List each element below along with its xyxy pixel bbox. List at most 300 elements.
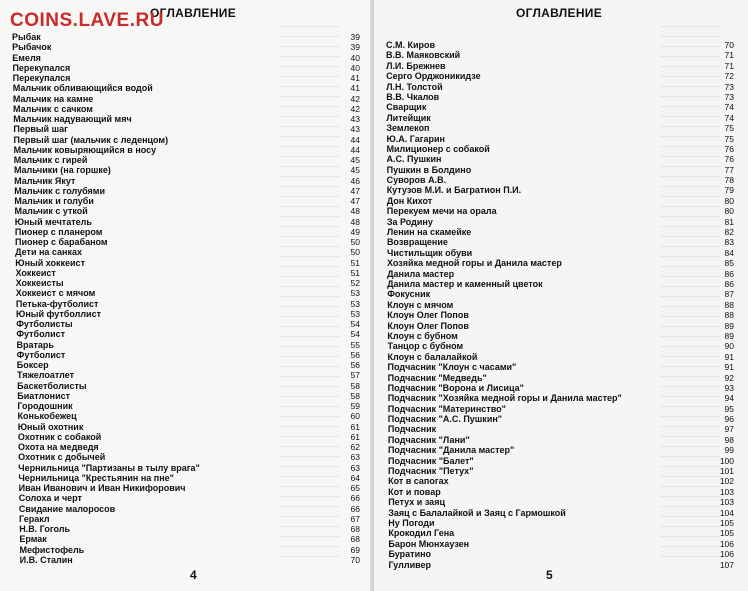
toc-entry [12,555,362,565]
toc-entry-page: 50 [350,237,360,247]
toc-entry-page: 41 [350,73,360,83]
toc-entry [386,248,738,258]
toc-entry [386,258,738,268]
toc-entry [386,300,738,310]
toc-entry-page: 76 [724,154,734,165]
toc-entry-page: 48 [350,216,360,227]
toc-entry [12,237,362,247]
toc-entry-page: 73 [724,91,734,102]
toc-entry-title: Иван Иванович и Иван Никифорович [18,483,186,493]
toc-entry-page: 68 [350,534,360,545]
toc-entry-page: 42 [350,103,360,114]
page-number: 5 [546,568,553,582]
toc-entry-page: 44 [350,144,360,155]
toc-entry-title: Перекупался [12,62,71,73]
toc-entry-title: Юный футболлист [16,308,101,319]
toc-entry-title: Дети на санках [15,247,83,258]
toc-entry-title: Солоха и черт [18,493,82,504]
toc-entry-title: Мальчик с уткой [14,206,88,217]
toc-entry-title: Вратарь [16,339,54,350]
toc-entry-title: Чернильница "Партизаны в тылу врага" [18,462,200,473]
toc-entry-page: 83 [724,237,734,248]
toc-entry-title: Ермак [19,534,47,545]
toc-entry [12,114,362,124]
toc-entry [12,370,362,380]
toc-entry-page: 96 [724,414,734,425]
toc-entry-page: 44 [350,134,360,145]
toc-entry-page: 71 [724,60,734,71]
toc-entry [386,279,738,289]
toc-entry [386,497,738,507]
toc-entry-title: Подчасник "Петух" [388,466,474,477]
toc-entry-page: 85 [724,258,734,269]
toc-entry-page: 63 [350,452,360,463]
toc-entry-title: Мальчик Якут [14,175,76,186]
toc-entry [12,227,362,237]
toc-entry [386,414,738,424]
toc-entry-page: 66 [350,503,360,514]
toc-entry [386,373,738,383]
toc-entry-page: 93 [724,382,734,393]
toc-entry [12,258,362,268]
toc-entry [12,94,362,104]
toc-entry-page: 56 [350,349,360,360]
toc-entry [386,518,738,528]
toc-entry [386,289,738,299]
toc-entry [386,227,738,237]
toc-entry-page: 69 [350,544,360,555]
toc-entry [386,528,738,538]
toc-entry-page: 88 [724,299,734,310]
toc-entry-page: 54 [350,329,360,340]
toc-entry-title: Конькобежец [17,411,77,422]
toc-entry-page: 58 [350,380,360,391]
toc-entry-title: Кот в сапогах [388,476,449,487]
toc-entry [12,340,362,350]
toc-entry [12,268,362,278]
toc-entry-page: 54 [350,319,360,329]
toc-entry-title: Серго Орджоникидзе [386,71,481,82]
toc-entry-title: Ну Погоди [388,517,435,528]
page-heading: ОГЛАВЛЕНИЕ [150,6,237,20]
toc-entry-title: Мальчик с гирей [13,155,88,165]
toc-entry-title: Перекуем мечи на орала [386,206,497,217]
toc-entry [386,424,738,434]
toc-entry [386,71,738,81]
toc-entry-page: 51 [350,257,360,268]
toc-entry [386,196,738,206]
toc-entry [12,32,362,42]
toc-entry [386,206,738,216]
toc-entry-page: 61 [350,431,360,442]
toc-entry [386,487,738,497]
toc-entry-title: Подчасник "Клоун с часами" [387,362,517,373]
toc-entry-title: Хоккеист с мячом [15,288,96,299]
toc-entry [386,82,738,92]
toc-entry-title: Подчасник "Ворона и Лисица" [387,382,524,393]
toc-entry-page: 91 [724,362,734,373]
toc-entry [386,165,738,175]
toc-entry-title: Чистильщик обуви [387,247,473,258]
toc-entry-title: Петух и заяц [388,497,445,508]
toc-entry-page: 71 [724,50,734,61]
toc-entry-page: 88 [724,310,734,321]
toc-entry [12,493,362,503]
toc-entry-title: Данила мастер и каменный цветок [387,278,543,289]
toc-entry [386,383,738,393]
toc-entry-title: Данила мастер [387,268,455,279]
toc-entry-title: Юный мечтатель [14,216,92,227]
toc-entry-page: 86 [724,268,734,279]
toc-entry [12,247,362,257]
toc-entry-title: Емеля [12,52,41,63]
toc-entry-page: 74 [724,112,734,123]
toc-entry-page: 57 [350,370,360,381]
toc-entry-title: Геракл [19,513,50,524]
toc-entry-page: 84 [724,247,734,258]
toc-entry [386,341,738,351]
toc-entry-title: Футболист [16,349,66,360]
toc-entry [386,508,738,518]
toc-entry [12,206,362,216]
toc-entry-page: 67 [350,513,360,524]
toc-entry [12,319,362,329]
toc-entry-title: Клоун Олег Попов [387,310,469,321]
toc-entry-page: 42 [350,93,360,104]
toc-entry-page: 107 [719,559,734,570]
toc-entry-page: 103 [719,486,734,497]
toc-entry [386,144,738,154]
toc-entry-title: Пушкин в Болдино [386,164,472,175]
toc-entry-page: 47 [350,196,360,206]
toc-entry [386,549,738,559]
toc-entry [12,176,362,186]
toc-entry [386,321,738,331]
toc-entry-title: Танцор с бубном [387,341,464,352]
toc-entry [386,539,738,549]
toc-entry-page: 80 [724,195,734,206]
toc-entry-title: Заяц с Балалайкой и Заяц с Гармошкой [388,507,566,518]
toc-entry-page: 98 [724,434,734,445]
toc-entry-page: 64 [350,472,360,483]
toc-entry [12,309,362,319]
toc-entry [12,432,362,442]
toc-entry-title: Мальчик обливающийся водой [12,83,153,94]
toc-entry [386,92,738,102]
toc-entry-page: 86 [724,278,734,289]
toc-entry-title: Рыбачок [12,42,52,53]
toc-entry-page: 49 [350,226,360,237]
toc-entry-page: 81 [724,216,734,227]
toc-entry-title: Юный охотник [17,421,84,432]
toc-entry-title: Мальчик с сачком [13,103,93,114]
toc-entry-page: 46 [350,175,360,186]
toc-entry [12,463,362,473]
toc-entry-page: 53 [350,288,360,299]
toc-entry-title: Чернильница "Крестьянин на пне" [18,472,174,483]
toc-entry-page: 80 [724,206,734,217]
toc-entry [12,350,362,360]
table-of-contents-list [12,32,362,565]
toc-entry-page: 43 [350,124,360,135]
toc-entry [12,186,362,196]
toc-entry [386,393,738,403]
toc-entry-page: 102 [719,476,734,487]
toc-entry [12,329,362,339]
toc-entry-title: Кутузов М.И. и Багратион П.И. [386,185,522,196]
toc-entry-page: 97 [724,424,734,435]
toc-entry-page: 89 [724,330,734,341]
toc-entry-page: 79 [724,185,734,196]
toc-entry [386,50,738,60]
toc-entry-page: 87 [724,289,734,300]
right-page [374,0,748,591]
toc-entry-page: 63 [350,462,360,473]
toc-entry-title: Петька-футболист [15,298,99,309]
toc-entry [12,145,362,155]
toc-entry [386,102,738,112]
toc-entry-page: 61 [350,421,360,432]
toc-entry-title: Тяжелоатлет [16,370,75,381]
toc-entry [12,473,362,483]
toc-entry [12,42,362,52]
toc-entry-title: Подчасник "Балет" [388,455,474,466]
toc-entry-page: 104 [719,507,734,518]
toc-entry-page: 60 [350,411,360,422]
toc-entry-title: Свидание малоросов [18,503,116,514]
toc-entry [386,237,738,247]
toc-entry-title: В.В. Чкалов [386,91,440,102]
toc-entry-title: Клоун с мячом [387,299,454,310]
toc-entry [386,331,738,341]
toc-entry-title: Фокусник [387,289,431,300]
toc-entry [386,134,738,144]
toc-entry-title: Городошник [17,401,73,411]
toc-entry-page: 53 [350,298,360,309]
toc-entry-title: Милиционер с собакой [386,143,490,154]
toc-entry [386,113,738,123]
toc-entry-page: 75 [724,133,734,144]
toc-entry-page: 94 [724,393,734,404]
toc-entry [386,40,738,50]
toc-entry [386,352,738,362]
toc-entry-title: Подчасник "Материнство" [387,403,506,414]
toc-entry [386,560,738,570]
toc-entry [12,299,362,309]
toc-entry [12,401,362,411]
toc-entry-page: 75 [724,123,734,134]
toc-entry-page: 68 [350,524,360,534]
toc-entry [386,435,738,445]
toc-entry-title: Подчасник "Медведь" [387,372,487,383]
toc-entry-page: 51 [350,267,360,278]
toc-entry-page: 59 [350,401,360,411]
toc-entry-page: 95 [724,403,734,414]
toc-entry-page: 103 [719,497,734,508]
toc-entry [386,404,738,414]
toc-entry-title: Крокодил Гена [388,528,455,539]
toc-entry-title: Мальчик ковыряющийся в носу [13,144,157,155]
toc-entry-page: 62 [350,442,360,452]
toc-entry-title: Л.И. Брежнев [386,60,446,71]
toc-entry-title: Суворов А.В. [386,175,447,186]
toc-entry [12,442,362,452]
toc-entry [12,391,362,401]
toc-entry-title: Пионер с барабаном [15,237,108,247]
toc-entry [386,154,738,164]
page-number: 4 [190,568,197,582]
toc-entry-title: Клоун с бубном [387,330,458,341]
toc-entry-title: Возвращение [386,237,448,248]
toc-entry [386,123,738,133]
toc-entry [386,466,738,476]
toc-entry [12,53,362,63]
toc-entry-page: 66 [350,493,360,504]
toc-entry [386,476,738,486]
toc-entry [12,217,362,227]
toc-entry [12,288,362,298]
toc-entry [386,175,738,185]
toc-entry-title: Сварщик [386,102,427,113]
toc-entry-page: 101 [719,466,734,477]
toc-entry [12,483,362,493]
toc-entry [12,63,362,73]
toc-entry-page: 45 [350,165,360,176]
toc-entry-page: 72 [724,71,734,82]
toc-entry-title: Литейщик [386,112,431,123]
toc-entry-page: 106 [719,549,734,560]
toc-entry [386,456,738,466]
toc-entry-title: Первый шаг [13,124,68,135]
toc-entry-page: 39 [350,32,360,42]
toc-entry-page: 45 [350,155,360,165]
toc-entry-page: 78 [724,175,734,186]
toc-entry-title: Л.Н. Толстой [386,81,443,92]
toc-entry [386,310,738,320]
toc-entry-title: А.С. Пушкин [386,154,442,165]
toc-entry [12,524,362,534]
toc-entry [12,135,362,145]
toc-entry [12,278,362,288]
toc-entry [12,514,362,524]
toc-entry-title: С.М. Киров [386,40,436,50]
toc-entry-title: Подчасник "Лани" [387,434,470,445]
toc-entry [386,185,738,195]
toc-entry-title: Ленин на скамейке [386,227,472,238]
toc-entry-title: Пионер с планером [14,226,103,237]
toc-entry [12,124,362,134]
toc-entry-title: Барон Мюнхаузен [388,538,470,549]
toc-entry-page: 105 [719,517,734,528]
toc-entry-page: 58 [350,390,360,401]
toc-entry-title: Мальчики (на горшке) [13,165,111,176]
toc-entry-title: Первый шаг (мальчик с леденцом) [13,134,169,145]
toc-entry-page: 99 [724,445,734,456]
toc-entry-title: Клоун Олег Попов [387,320,469,331]
page-heading: ОГЛАВЛЕНИЕ [516,6,603,20]
toc-entry-title: Подчасник "Данила мастер" [387,445,515,456]
toc-entry [12,83,362,93]
toc-entry-title: Мальчик с голубями [14,185,105,196]
toc-entry-page: 74 [724,102,734,113]
table-of-contents-list [386,40,738,570]
toc-entry-title: Клоун с балалайкой [387,351,478,362]
toc-entry-title: Баскетболисты [17,380,87,391]
toc-entry-page: 76 [724,143,734,154]
toc-entry-title: Мальчик на камне [12,93,94,104]
toc-entry [12,422,362,432]
toc-entry-title: Хозяйка медной горы и Данила мастер [387,258,562,269]
site-watermark: COINS.LAVE.RU [10,10,164,31]
toc-entry-title: Подчасник "А.С. Пушкин" [387,414,503,425]
toc-entry-page: 56 [350,360,360,370]
toc-entry-title: Мефистофель [19,544,85,555]
toc-entry-title: Охотник с собакой [17,431,102,442]
toc-entry [12,411,362,421]
toc-entry-page: 48 [350,206,360,217]
toc-entry-page: 39 [350,42,360,53]
toc-entry-title: Хоккеист [15,267,56,278]
toc-entry-page: 55 [350,339,360,350]
toc-entry [12,104,362,114]
toc-entry-title: И.В. Сталин [19,554,73,565]
toc-entry [12,155,362,165]
toc-entry-page: 70 [724,40,734,50]
toc-entry-title: Н.В. Гоголь [19,524,70,534]
toc-entry-title: Перекупался [12,73,71,83]
toc-entry-page: 100 [719,455,734,466]
toc-entry [386,217,738,227]
toc-entry [12,381,362,391]
toc-entry-page: 43 [350,114,360,124]
toc-entry-page: 105 [719,528,734,539]
toc-entry [12,545,362,555]
toc-entry-page: 47 [350,185,360,196]
toc-entry-title: Рыбак [12,32,41,42]
toc-entry [12,452,362,462]
toc-entry-page: 89 [724,320,734,331]
toc-entry [386,362,738,372]
toc-entry-page: 73 [724,81,734,92]
toc-entry-title: Боксер [16,360,49,370]
toc-entry-title: Подчасник [387,424,437,435]
toc-entry-page: 77 [724,164,734,175]
toc-entry-page: 90 [724,341,734,352]
toc-entry-title: Охота на медведя [18,442,99,452]
toc-entry [12,196,362,206]
toc-entry [386,61,738,71]
toc-entry [12,73,362,83]
toc-entry-page: 40 [350,52,360,63]
toc-entry-title: Землекоп [386,123,430,134]
left-page [0,0,372,591]
toc-entry-title: Дон Кихот [386,195,433,206]
toc-entry-title: Гулливер [388,559,432,570]
toc-entry-title: Футболисты [16,319,73,329]
toc-entry-page: 65 [350,483,360,493]
toc-entry-title: Мальчик надувающий мяч [13,114,132,124]
toc-entry-title: Буратино [388,549,432,560]
toc-entry-page: 52 [350,278,360,288]
toc-entry [12,504,362,514]
toc-entry-title: Футболист [16,329,66,340]
toc-entry-title: Ю.А. Гагарин [386,133,445,144]
toc-entry-page: 106 [719,538,734,549]
toc-entry-title: За Родину [386,216,433,227]
toc-entry-page: 41 [350,83,360,94]
toc-entry-title: Мальчик и голуби [14,196,94,206]
toc-entry [12,534,362,544]
